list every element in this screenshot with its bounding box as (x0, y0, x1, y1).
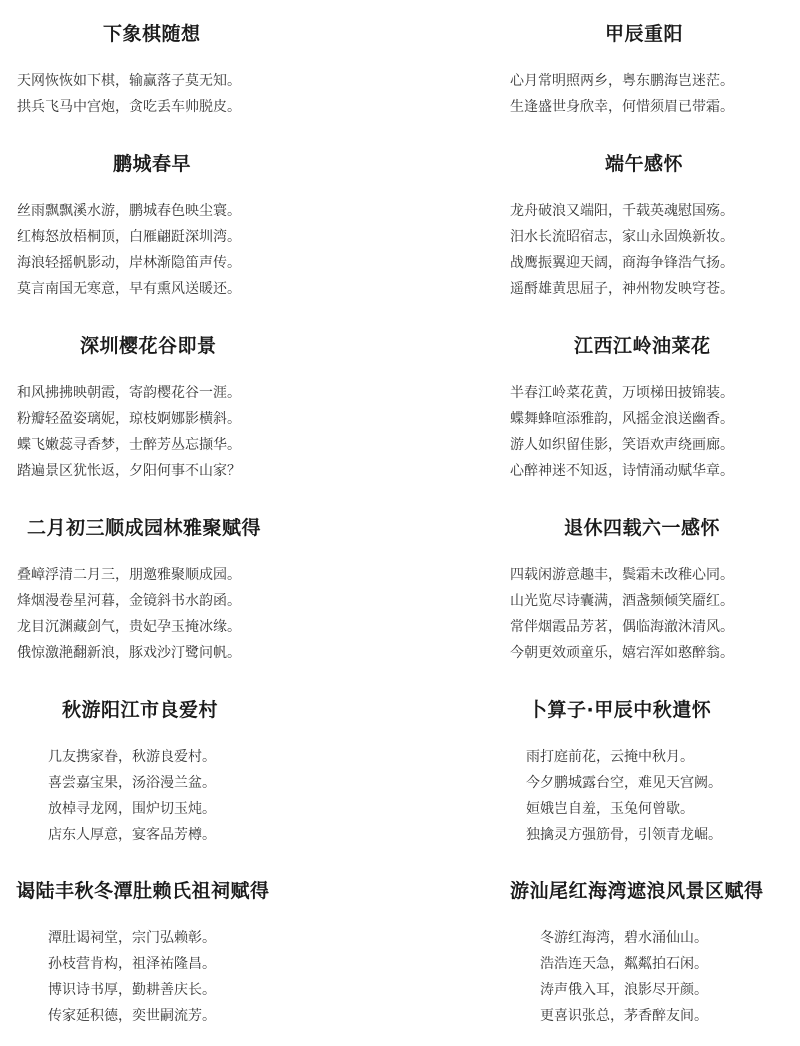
poem-line: 天网恢恢如下棋，输赢落子莫无知。 (17, 73, 241, 89)
poem-line: 红梅怒放梧桐顶，白雁翩跹深圳湾。 (17, 229, 241, 245)
poem-line: 喜尝嘉宝果，汤浴漫兰盆。 (48, 775, 216, 791)
poem-line: 蝶飞嫩蕊寻香梦，士醉芳丛忘撷华。 (17, 437, 241, 453)
poem-card (490, 516, 790, 666)
poem-line: 遥酹雄黄思屈子，神州物发映穹苍。 (510, 281, 734, 297)
poem-body (0, 744, 300, 848)
poem-line: 游人如织留佳影，笑语欢声绕画廊。 (510, 437, 734, 453)
poem-line: 蝶舞蜂喧添雅韵，风摇金浪送幽香。 (510, 411, 734, 427)
poem-line: 冬游红海湾，碧水涌仙山。 (540, 930, 708, 946)
poem-body (0, 198, 300, 302)
poem-line: 和风拂拂映朝霞，寄韵樱花谷一涯。 (17, 385, 241, 401)
poem-title: 江西江岭油菜花 (574, 335, 711, 357)
poem-line: 四载闲游意趣丰，鬓霜未改稚心同。 (510, 567, 734, 583)
poem-line: 今朝更效顽童乐，嬉宕浑如憨醉翁。 (510, 645, 734, 661)
poem-title: 甲辰重阳 (605, 23, 684, 45)
poem-card (0, 879, 300, 1029)
poem-line: 常伴烟霞品芳茗，偶临海澈沐清风。 (510, 619, 734, 635)
poem-line: 潭肚谒祠堂，宗门弘赖彰。 (48, 930, 216, 946)
poem-line: 烽烟漫卷星河暮，金镜斜书水韵函。 (17, 593, 241, 609)
poem-card (0, 698, 300, 848)
poem-line: 更喜识张总，茅香醉友间。 (540, 1008, 708, 1024)
poem-line: 龙目沉渊藏剑气，贵妃孕玉掩冰缘。 (17, 619, 241, 635)
poem-card (0, 152, 300, 302)
poem-title: 端午感怀 (605, 153, 684, 175)
poem-title: 谒陆丰秋冬潭肚赖氏祖祠赋得 (16, 880, 270, 902)
poem-body (0, 562, 300, 666)
poem-line: 今夕鹏城露台空，难见天宫阙。 (526, 775, 722, 791)
poem-body (0, 380, 300, 484)
poem-line: 心醉神迷不知返，诗情涌动赋华章。 (510, 463, 734, 479)
poem-title: 二月初三顺成园林雅聚赋得 (27, 517, 262, 539)
poem-body (490, 925, 790, 1029)
poem-card (490, 152, 790, 302)
poem-line: 莫言南国无寒意，早有熏风送暖还。 (17, 281, 241, 297)
poem-line: 孙枝营肯构，祖泽祐隆昌。 (48, 956, 216, 972)
poem-line: 店东人厚意，宴客品芳樽。 (48, 827, 216, 843)
poem-body (490, 68, 790, 120)
poem-line: 几友携家眷，秋游良爱村。 (48, 749, 216, 765)
poem-card (0, 334, 300, 484)
poem-card (490, 879, 790, 1029)
poem-line: 海浪轻摇帆影动，岸林渐隐笛声传。 (17, 255, 241, 271)
poem-line: 涛声俄入耳，浪影尽开颜。 (540, 982, 708, 998)
poem-line: 叠嶂浮清二月三，朋邀雅聚顺成园。 (17, 567, 241, 583)
poem-line: 俄惊激滟翻新浪，豚戏沙汀鹭问帆。 (17, 645, 241, 661)
poem-line: 姮娥岂自羞，玉兔何曾歇。 (526, 801, 694, 817)
poem-line: 放棹寻龙网，围炉切玉炖。 (48, 801, 216, 817)
poem-line: 传家延积德，奕世嗣流芳。 (48, 1008, 216, 1024)
poem-line: 半春江岭菜花黄，万顷梯田披锦装。 (510, 385, 734, 401)
poem-body (490, 744, 790, 848)
poem-card (490, 22, 790, 120)
poem-line: 汨水长流昭宿志，家山永固焕新妆。 (510, 229, 734, 245)
poem-line: 浩浩连天急，粼粼拍石闲。 (540, 956, 708, 972)
poem-body (490, 562, 790, 666)
poem-title: 卜算子·甲辰中秋遣怀 (528, 699, 712, 721)
poem-body (0, 925, 300, 1029)
poem-body (490, 380, 790, 484)
poem-line: 心月常明照两乡，粤东鹏海岂迷茫。 (510, 73, 734, 89)
poem-line: 独擒灵方强筋骨，引领青龙崛。 (526, 827, 722, 843)
poem-line: 战鹰振翼迎天阔，商海争锋浩气扬。 (510, 255, 734, 271)
poem-title: 退休四载六一感怀 (564, 517, 721, 539)
poem-line: 生逢盛世身欣幸，何惜须眉已带霜。 (510, 99, 734, 115)
poem-line: 拱兵飞马中宫炮，贪吃丢车帅脱皮。 (17, 99, 241, 115)
poem-card (0, 22, 300, 120)
poem-title: 深圳樱花谷即景 (80, 335, 217, 357)
poem-card (490, 698, 790, 848)
poem-body (490, 198, 790, 302)
poem-line: 山光览尽诗囊满，酒盏频倾笑靥红。 (510, 593, 734, 609)
poem-card (0, 516, 300, 666)
poem-line: 博识诗书厚，勤耕善庆长。 (48, 982, 216, 998)
poem-line: 丝雨飘飘溪水游，鹏城春色映尘寰。 (17, 203, 241, 219)
poem-line: 踏遍景区犹怅返，夕阳何事不山家？ (17, 463, 241, 479)
poem-line: 雨打庭前花，云掩中秋月。 (526, 749, 694, 765)
poem-title: 鹏城春早 (113, 153, 192, 175)
poem-title: 秋游阳江市良爱村 (62, 699, 219, 721)
poem-line: 龙舟破浪又端阳，千载英魂慰国殇。 (510, 203, 734, 219)
poem-title: 游汕尾红海湾遮浪风景区赋得 (510, 880, 764, 902)
poem-card (490, 334, 790, 484)
poem-title: 下象棋随想 (103, 23, 201, 45)
poem-body (0, 68, 300, 120)
poem-line: 粉瓣轻盈姿璃妮，琼枝婀娜影横斜。 (17, 411, 241, 427)
